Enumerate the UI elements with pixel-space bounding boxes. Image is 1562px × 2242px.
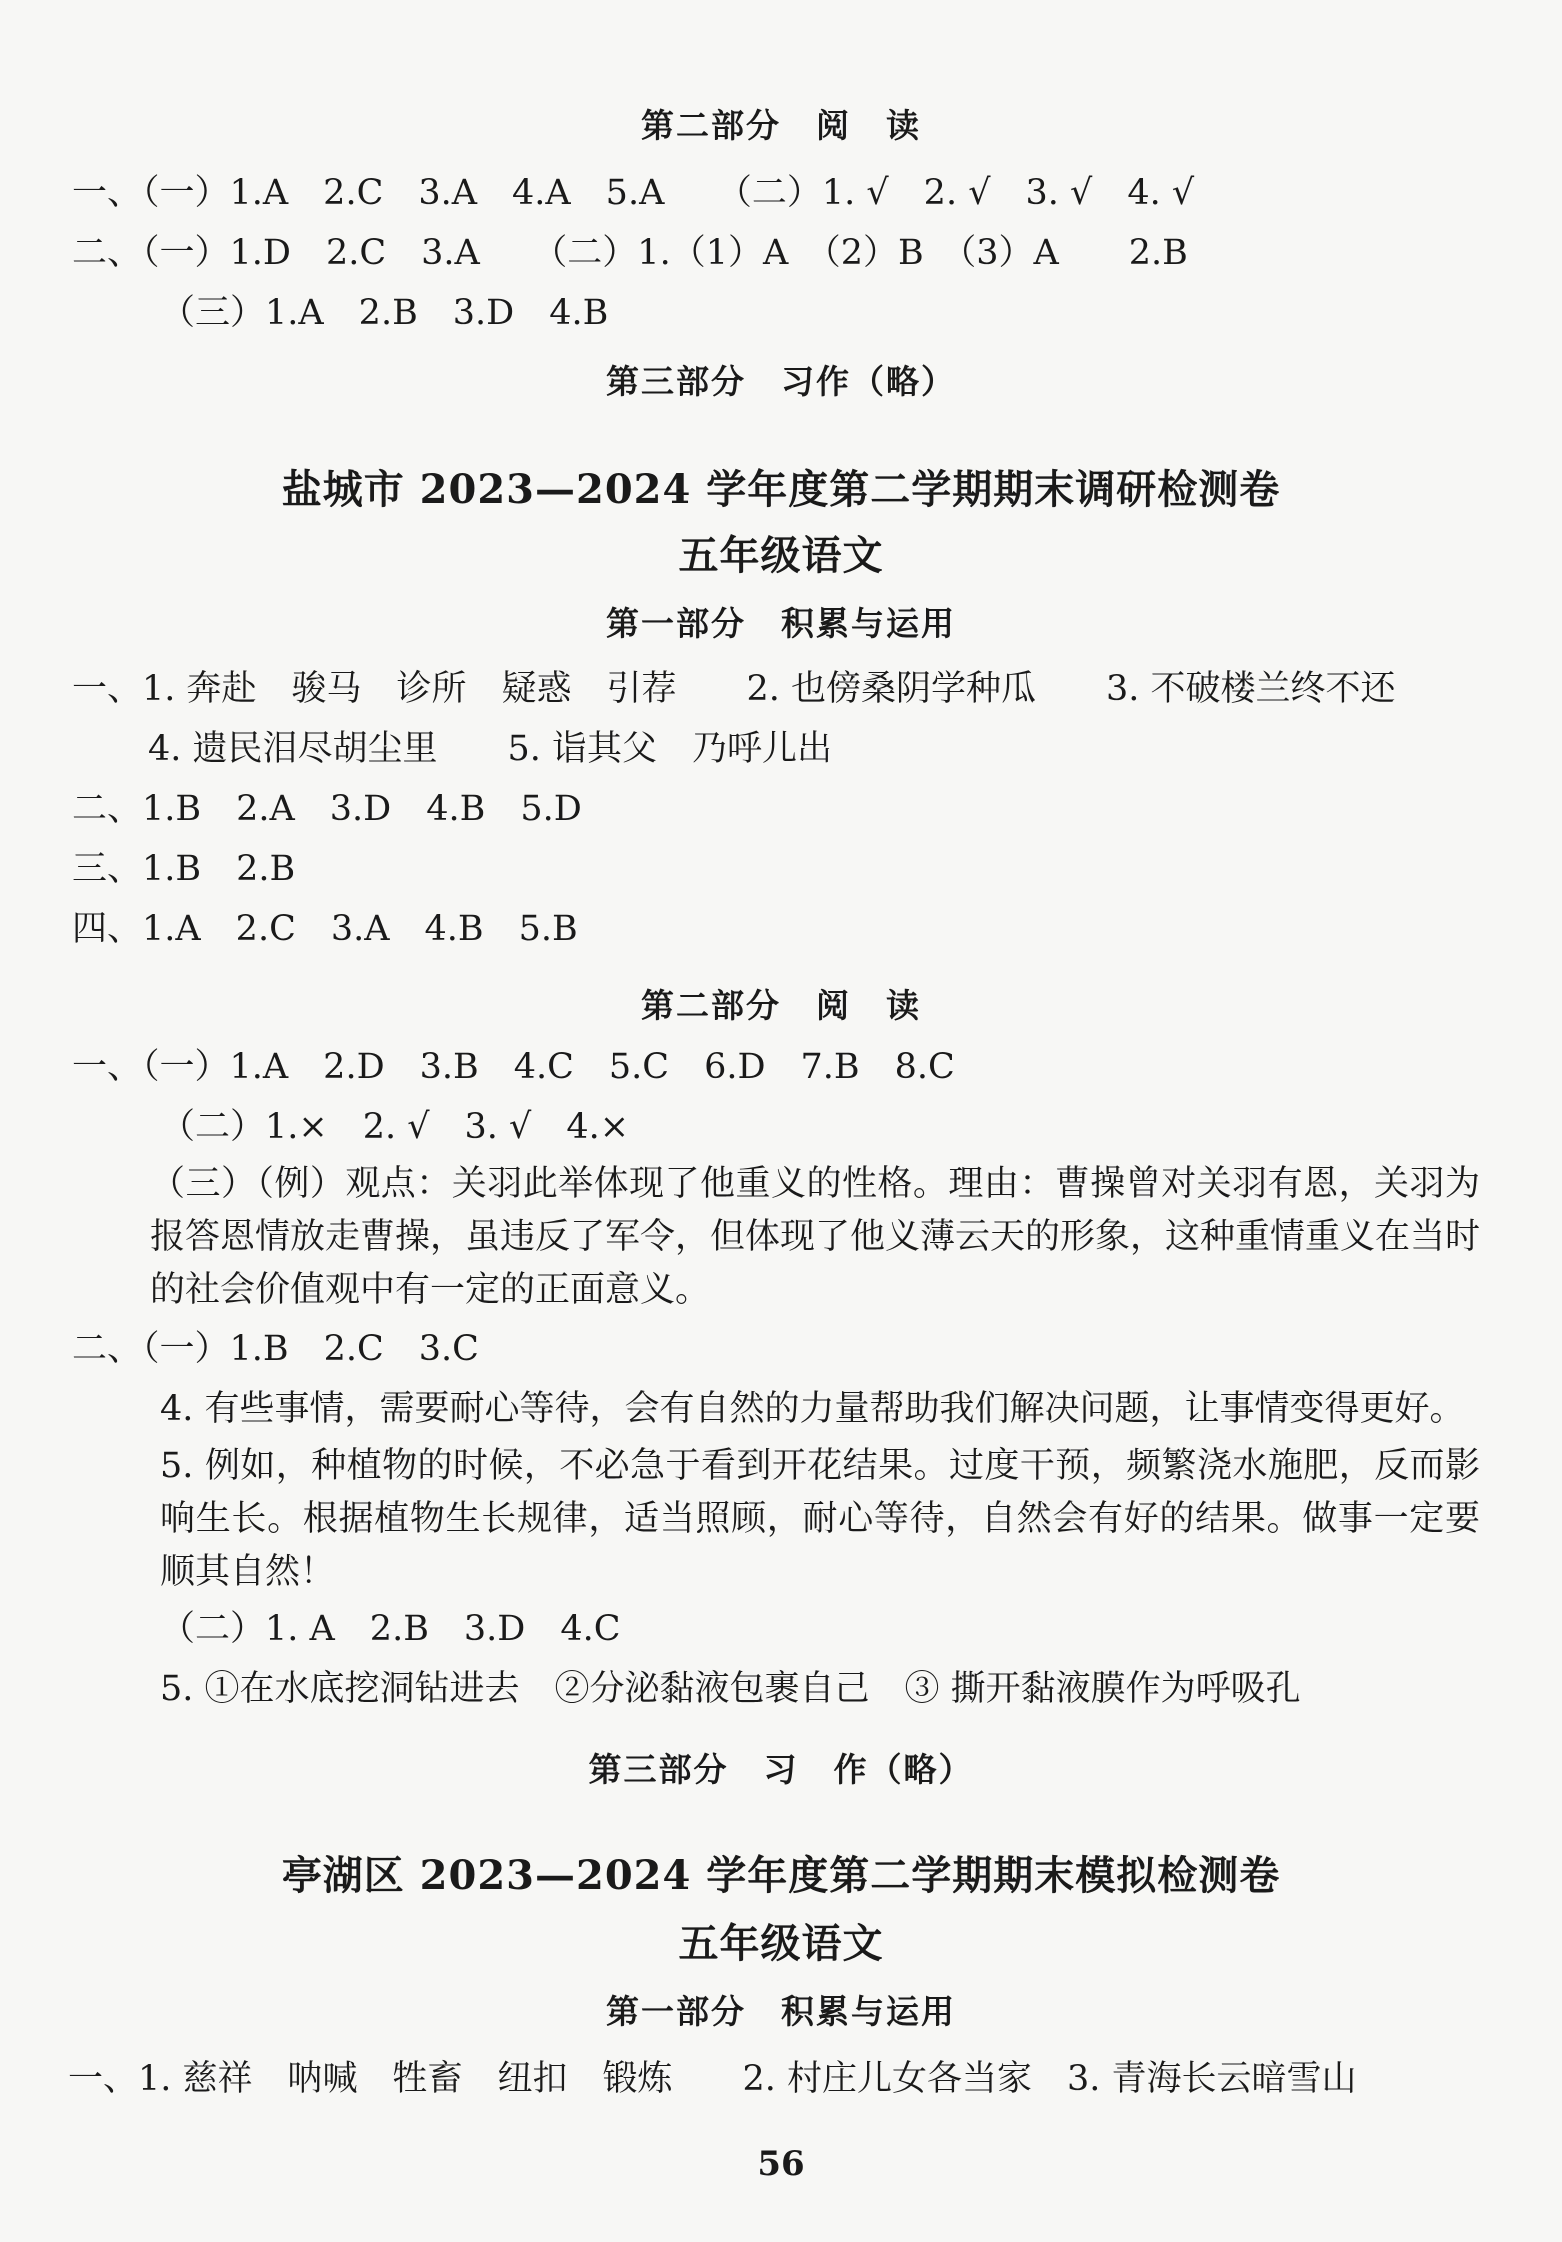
section2-part1-line-3: 二、1.B 2.A 3.D 4.B 5.D [72, 789, 582, 829]
section2-part2-line-1: 一、（一）1.A 2.D 3.B 4.C 5.C 6.D 7.B 8.C [72, 1047, 955, 1087]
section2-part2-paragraph-6: 5. 例如，种植物的时候，不必急于看到开花结果。过度干预，频繁浇水施肥，反而影响生长。根据植物生长规律，适当照顾，耐心等待，自然会有好的结果。做事一定要顺其自然！ [160, 1446, 1480, 1592]
section1-part2-heading: 第二部分 阅 读 [641, 106, 921, 145]
section2-title: 盐城市 2023—2024 学年度第二学期期末调研检测卷 [281, 466, 1281, 513]
section2-part2-line-5: 4. 有些事情，需要耐心等待，会有自然的力量帮助我们解决问题，让事情变得更好。 [160, 1389, 1465, 1429]
section2-part2-line-4: 二、（一）1.B 2.C 3.C [72, 1329, 479, 1369]
section2-part1-line-5: 四、1.A 2.C 3.A 4.B 5.B [72, 909, 578, 949]
section3-subtitle: 五年级语文 [678, 1920, 884, 1967]
section2-part2-paragraph-3: （三）（例）观点：关羽此举体现了他重义的性格。理由：曹操曾对关羽有恩，关羽为报答恩情放走曹操，虽违反了军令，但体现了他义薄云天的形象，这种重情重义在当时的社会价值观中有一定的正面意义。 [150, 1164, 1481, 1310]
section3-part1-line-1: 一、1. 慈祥 呐喊 牲畜 纽扣 锻炼 2. 村庄儿女各当家 3. 青海长云暗雪山 [68, 2059, 1357, 2099]
section2-part2-line-7: （二）1. A 2.B 3.D 4.C [160, 1609, 621, 1649]
page-number: 56 [757, 2144, 805, 2184]
section3-title: 亭湖区 2023—2024 学年度第二学期期末模拟检测卷 [281, 1852, 1281, 1899]
section1-part3-heading: 第三部分 习作（略） [606, 362, 956, 401]
section2-part2-line-2: （二）1.× 2. √ 3. √ 4.× [160, 1107, 630, 1147]
section2-part1-line-2: 4. 遗民泪尽胡尘里 5. 诣其父 乃呼儿出 [148, 729, 833, 769]
section2-part1-heading: 第一部分 积累与运用 [606, 604, 956, 643]
section2-part1-line-4: 三、1.B 2.B [72, 849, 296, 889]
section2-subtitle: 五年级语文 [678, 532, 884, 579]
section1-part2-line-3: （三）1.A 2.B 3.D 4.B [160, 293, 609, 333]
section3-part1-heading: 第一部分 积累与运用 [606, 1992, 956, 2031]
section1-part2-line-1: 一、（一）1.A 2.C 3.A 4.A 5.A （二）1. √ 2. √ 3. √ 4. √ [72, 173, 1195, 213]
section1-part2-line-2: 二、（一）1.D 2.C 3.A （二）1.（1）A （2）B （3）A 2.B [72, 233, 1188, 273]
section2-part2-line-8: 5. ①在水底挖洞钻进去 ②分泌黏液包裹自己 ③ 撕开黏液膜作为呼吸孔 [160, 1669, 1301, 1709]
section2-part1-line-1: 一、1. 奔赴 骏马 诊所 疑惑 引荐 2. 也傍桑阴学种瓜 3. 不破楼兰终不还 [72, 669, 1396, 709]
section2-part3-heading: 第三部分 习 作（略） [588, 1750, 974, 1789]
section2-part2-heading: 第二部分 阅 读 [641, 986, 921, 1025]
